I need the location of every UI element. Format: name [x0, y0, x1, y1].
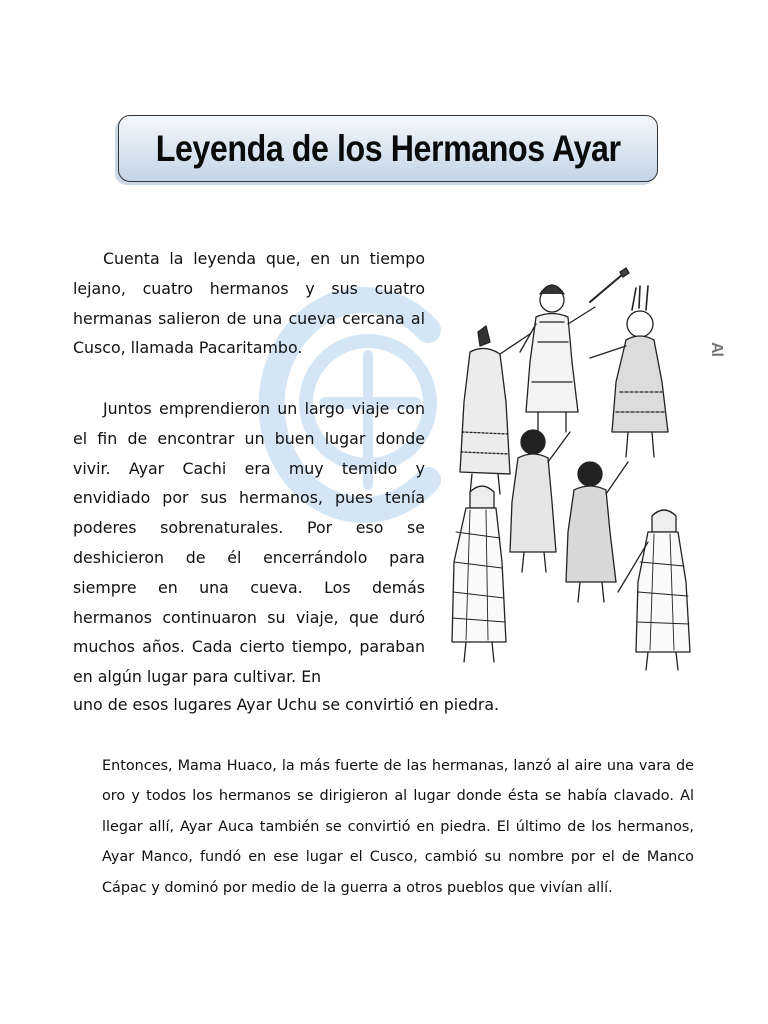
hermanos-ayar-drawing	[440, 262, 705, 682]
paragraph-1: Cuenta la leyenda que, en un tiempo lejano, cuatro hermanos y sus cuatro hermanas salieron de una cueva cercana al Cusco, llamada Pacaritambo.	[73, 249, 425, 358]
paragraph-3: Entonces, Mama Huaco, la más fuerte de las hermanas, lanzó al aire una vara de oro y todos los hermanos se dirigieron al lugar donde ésta se había clavado. Al llegar allí, Ayar Auca también se convirtió en piedra. El último de los hermanos, Ayar Manco, fundó en ese lugar el Cusco, cambió su nombre por el de Manco Cápac y dominó por medio de la guerra a otros pueblos que vivían allí.	[102, 758, 694, 896]
title-banner	[118, 115, 658, 182]
paragraph-2: Juntos emprendieron un largo viaje con el fin de encontrar un buen lugar donde vivir. Ayar Cachi era muy temido y envidiado por sus hermanos, pues tenía poderes sobrenaturales. Por eso se deshicieron de él encerrándolo para siempre en una cueva. Los demás hermanos continuaron su viaje, que duró muchos años. Cada cierto tiempo, paraban en algún lugar para cultivar. En	[73, 399, 425, 687]
document-title: Leyenda de los Hermanos Ayar	[155, 127, 621, 169]
side-tab	[705, 336, 727, 362]
side-tab-label: Al	[708, 342, 725, 356]
paragraph-2-last-line: uno de esos lugares Ayar Uchu se convirtió en piedra.	[73, 695, 500, 714]
